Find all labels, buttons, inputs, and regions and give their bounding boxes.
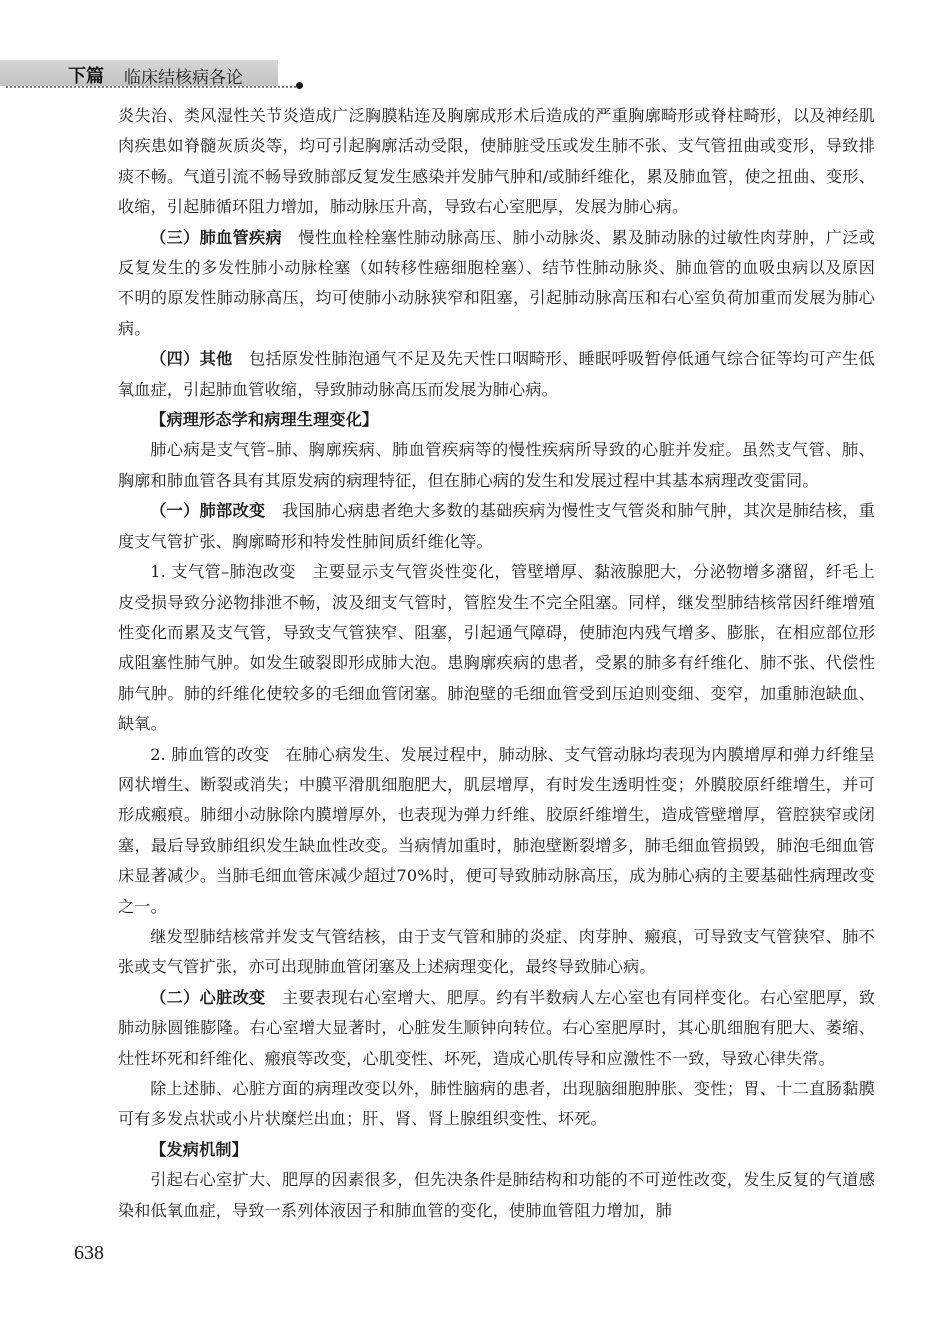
paragraph: 肺心病是支气管–肺、胸廓疾病、肺血管疾病等的慢性疾病所导致的心脏并发症。虽然支气管、肺、胸廓和肺血管各具有其原发病的病理特征，但在肺心病的发生和发展过程中其基本病理改变雷同。 — [118, 440, 875, 490]
paragraph — [118, 223, 875, 345]
running-header-part: 下篇 — [68, 66, 104, 87]
paragraph: 除上述肺、心脏方面的病理改变以外，肺性脑病的患者，出现脑细胞肿胀、变性；胃、十二直肠黏膜可有多发点状或小片状糜烂出血；肝、肾、肾上腺组织变性、坏死。 — [118, 1079, 875, 1129]
paragraph-text: 主要表现右心室增大、肥厚。约有半数病人左心室也有同样变化。右心室肥厚，致肺动脉圆锥膨隆。右心室增大显著时，心脏发生顺钟向转位。右心室肥厚时，其心肌细胞有肥大、萎缩、灶性坏死和纤维化、瘢痕等改变，心肌变性、坏死，造成心肌传导和应激性不一致，导致心律失常。 — [118, 987, 875, 1068]
subsection-heading: （三）肺血管疾病 — [150, 227, 283, 247]
page-number: 638 — [74, 1242, 104, 1264]
subsection-heading: （二）心脏改变 — [150, 987, 266, 1007]
header-rule-endpoint — [296, 82, 303, 89]
paragraph-text: 我国肺心病患者绝大多数的基础疾病为慢性支气管炎和肺气肿，其次是肺结核，重度支气管扩张、胸廓畸形和特发性肺间质纤维化等。 — [118, 501, 875, 551]
paragraph-text: 包括原发性肺泡通气不足及先天性口咽畸形、睡眠呼吸暂停低通气综合征等均可产生低氧血症，引起肺血管收缩，导致肺动脉高压而发展为肺心病。 — [118, 349, 876, 399]
running-header-title: 临床结核病各论 — [124, 68, 243, 88]
paragraph: 继发型肺结核常并发支气管结核，由于支气管和肺的炎症、肉芽肿、瘢痕，可导致支气管狭窄、肺不张或支气管扩张，亦可出现肺血管闭塞及上述病理变化，最终导致肺心病。 — [118, 926, 875, 977]
paragraph: 引起右心室扩大、肥厚的因素很多，但先决条件是肺结构和功能的不可逆性改变，发生反复的气道感染和低氧血症，导致一系列体液因子和肺血管的变化，使肺血管阻力增加，肺 — [118, 1170, 875, 1220]
subsection-heading: （一）肺部改变 — [150, 501, 266, 521]
paragraph — [118, 983, 875, 1074]
page-body — [118, 101, 875, 1226]
paragraph — [118, 344, 875, 405]
paragraph-text: 慢性血栓栓塞性肺动脉高压、肺小动脉炎、累及肺动脉的过敏性肉芽肿，广泛或反复发生的多发性肺小动脉栓塞（如转移性癌细胞栓塞）、结节性肺动脉炎、肺血管的血吸虫病以及原因不明的原发性肺动脉高压，均可使肺小动脉狭窄和阻塞，引起肺动脉高压和右心室负荷加重而发展为肺心病。 — [118, 227, 876, 338]
subsection-heading: （四）其他 — [150, 349, 233, 369]
section-heading: 【病理形态学和病理生理变化】 — [150, 410, 379, 430]
section-heading: 【发病机制】 — [150, 1139, 248, 1159]
paragraph: 1. 支气管–肺泡改变 主要显示支气管炎性变化，管壁增厚、黏液腺肥大，分泌物增多潴留，纤毛上皮受损导致分泌物排泄不畅，波及细支气管时，管腔发生不完全阻塞。同样，继发型肺结核常因纤维增殖性变化而累及支气管，导致支气管狭窄、阻塞，引起通气障碍，使肺泡内残气增多、膨胀，在相应部位形成阻塞性肺气肿。如发生破裂即形成肺大泡。患胸廓疾病的患者，受累的肺多有纤维化、肺不张、代偿性肺气肿。肺的纤维化使较多的毛细血管闭塞。肺泡壁的毛细血管受到压迫则变细、变窄，加重肺泡缺血、缺氧。 — [118, 562, 875, 734]
paragraph: 2. 肺血管的改变 在肺心病发生、发展过程中，肺动脉、支气管动脉均表现为内膜增厚和弹力纤维呈网状增生、断裂或消失；中膜平滑肌细胞肥大，肌层增厚，有时发生透明性变；外膜胶原纤维增生，并可形成瘢痕。肺细小动脉除内膜增厚外，也表现为弹力纤维、胶原纤维增生，造成管壁增厚，管腔狭窄或闭塞，最后导致肺组织发生缺血性改变。当病情加重时，肺泡壁断裂增多，肺毛细血管损毁，肺泡毛细血管床显著减少。当肺毛细血管床减少超过70%时，便可导致肺动脉高压，成为肺心病的主要基础性病理改变之一。 — [118, 744, 875, 916]
paragraph: 炎失治、类风湿性关节炎造成广泛胸膜粘连及胸廓成形术后造成的严重胸廓畸形或脊柱畸形，以及神经肌肉疾患如脊髓灰质炎等，均可引起胸廓活动受限，使肺脏受压或发生肺不张、支气管扭曲或变形，导致排痰不畅。气道引流不畅导致肺部反复发生感染并发肺气肿和/或肺纤维化，累及肺血管，使之扭曲、变形、收缩，引起肺循环阻力增加，肺动脉压升高，导致右心室肥厚，发展为肺心病。 — [118, 106, 875, 217]
paragraph — [118, 496, 875, 557]
